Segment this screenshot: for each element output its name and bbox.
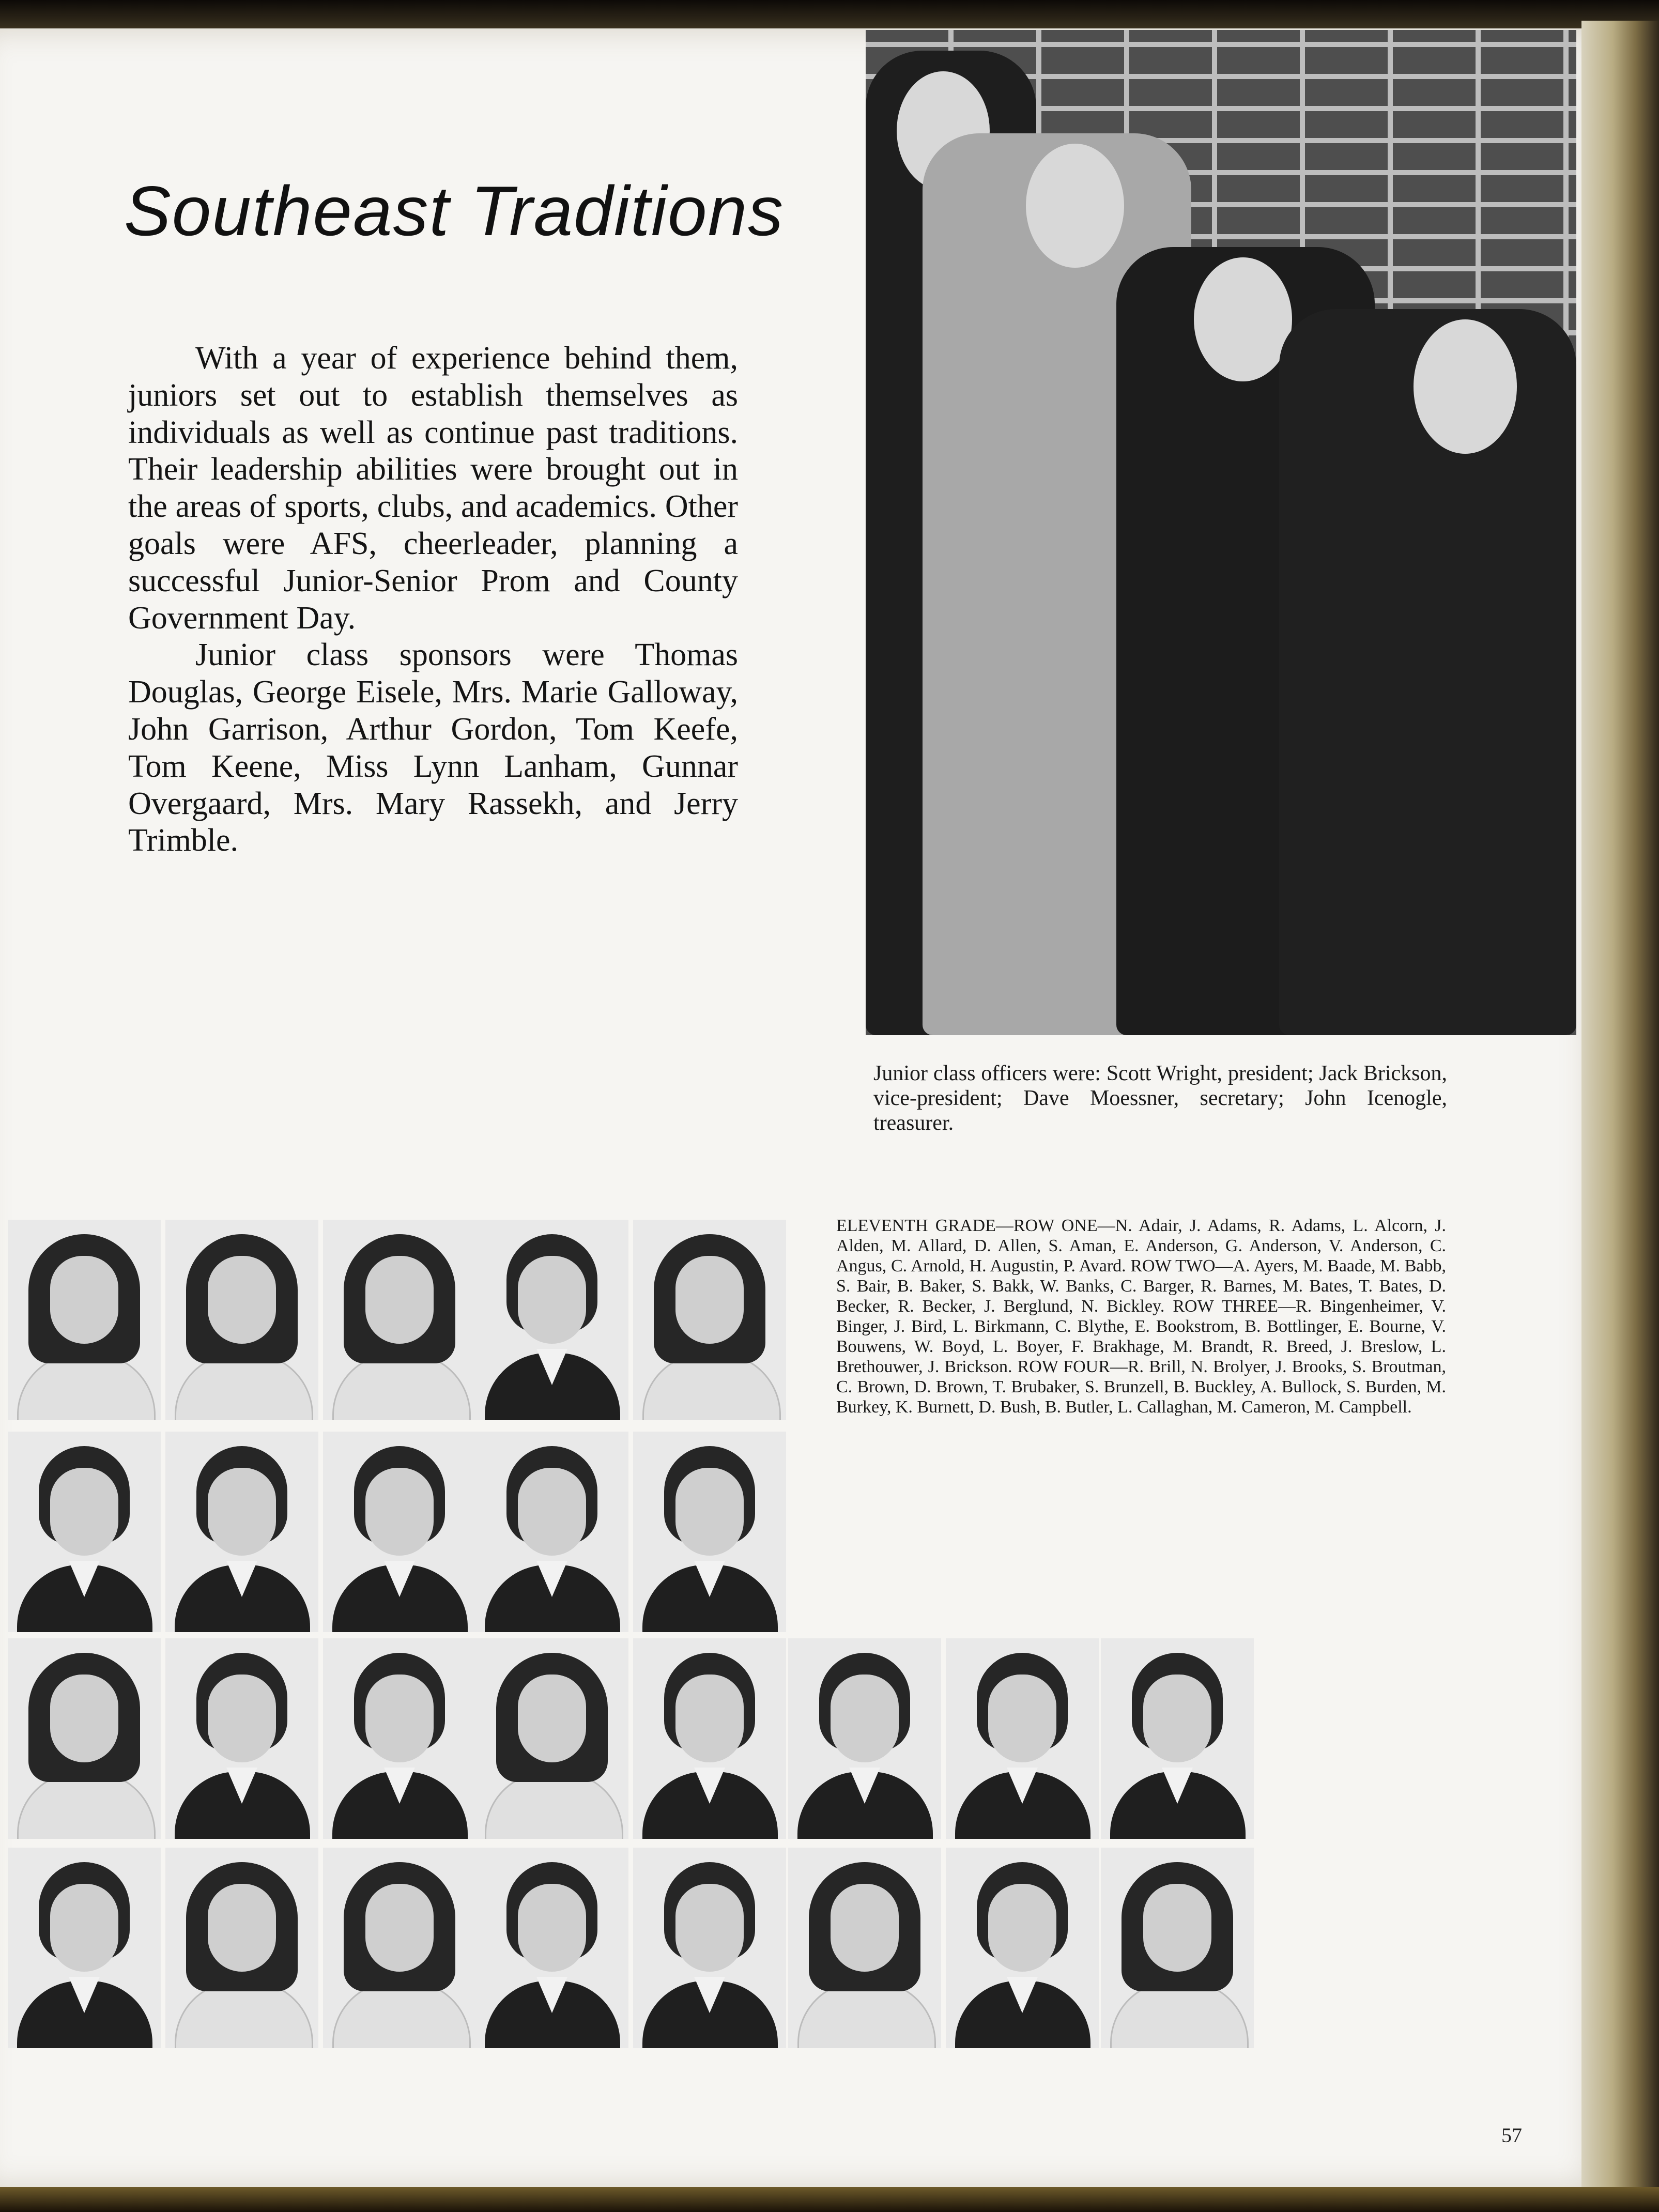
portrait-face — [518, 1884, 586, 1972]
bottom-binding — [0, 2187, 1659, 2212]
book-spine-edge — [1581, 21, 1659, 2191]
portrait-face — [675, 1468, 744, 1556]
student-portrait — [788, 1638, 941, 1839]
class-roster: ELEVENTH GRADE—ROW ONE—N. Adair, J. Adams, R. Adams, L. Alcorn, J. Alden, M. Allard, D. Allen, S. Aman, E. Anderson, G. Anderson, V. Anderson, C. Angus, C. Arnold, H. Augustin, P. Avard. ROW TWO—A. Ayers, M. Baade, M. Babb, S. Bair, B. Baker, S. Bakk, W. Banks, C. Barger, R. Barnes, M. Bates, T. Bates, D. Becker, R. Becker, J. Berglund, N. Bickley. ROW THREE—R. Bingenheimer, V. Binger, J. Bird, L. Birkmann, C. Blythe, E. Bookstrom, B. Bottlinger, E. Bourne, V. Bouwens, W. Boyd, L. Boyer, F. Brakhage, M. Brandt, R. Breed, J. Breslow, L. Brethouwer, J. Brickson. ROW FOUR—R. Brill, N. Brolyer, J. Brooks, S. Broutman, C. Brown, D. Brown, T. Brubaker, S. Brunzell, B. Buckley, A. Bullock, S. Burden, M. Burkey, K. Burnett, D. Bush, B. Butler, L. Callaghan, M. Cameron, M. Campbell. — [836, 1216, 1446, 1417]
student-portrait — [8, 1432, 161, 1632]
student-portrait — [946, 1638, 1099, 1839]
student-portrait — [475, 1848, 628, 2048]
portrait-face — [675, 1256, 744, 1344]
student-portrait — [165, 1638, 318, 1839]
portrait-face — [365, 1256, 434, 1344]
intro-paragraph-2: Junior class sponsors were Thomas Douglas, George Eisele, Mrs. Marie Galloway, John Garrison, Arthur Gordon, Tom Keefe, Tom Keene, Miss Lynn Lanham, Gunnar Overgaard, Mrs. Mary Rassekh, and Jerry Trimble. — [128, 637, 738, 858]
portrait-face — [1143, 1675, 1211, 1762]
student-portrait — [8, 1848, 161, 2048]
portrait-face — [518, 1675, 586, 1762]
portrait-face — [208, 1884, 276, 1972]
student-portrait — [323, 1220, 476, 1420]
student-portrait — [633, 1848, 786, 2048]
top-binding — [0, 0, 1659, 30]
page-number: 57 — [1501, 2124, 1522, 2147]
student-portrait — [946, 1848, 1099, 2048]
student-portrait — [1101, 1638, 1254, 1839]
officer-head — [1194, 257, 1292, 381]
portrait-face — [518, 1256, 586, 1344]
portrait-face — [365, 1468, 434, 1556]
portrait-face — [50, 1468, 118, 1556]
student-portrait — [165, 1848, 318, 2048]
student-portrait — [475, 1220, 628, 1420]
portrait-face — [988, 1675, 1056, 1762]
student-portrait — [165, 1220, 318, 1420]
portrait-face — [208, 1256, 276, 1344]
portrait-face — [675, 1884, 744, 1972]
portrait-face — [365, 1675, 434, 1762]
student-portrait — [633, 1638, 786, 1839]
portrait-face — [208, 1468, 276, 1556]
portrait-face — [831, 1884, 899, 1972]
student-portrait — [8, 1638, 161, 1839]
portrait-face — [365, 1884, 434, 1972]
student-portrait — [633, 1220, 786, 1420]
officer-head — [1026, 144, 1124, 268]
intro-paragraph-1: With a year of experience behind them, juniors set out to establish themselves as individuals as well as continue past traditions. Their leadership abilities were brought out in the areas of sports, clubs, and academics. Other goals were AFS, cheerleader, planning a successful Junior-Senior Prom and County Government Day. — [128, 341, 738, 636]
portrait-face — [208, 1675, 276, 1762]
student-portrait — [475, 1638, 628, 1839]
portrait-face — [675, 1675, 744, 1762]
portrait-face — [1143, 1884, 1211, 1972]
student-portrait — [475, 1432, 628, 1632]
student-portrait — [323, 1848, 476, 2048]
student-portrait — [8, 1220, 161, 1420]
portrait-face — [50, 1675, 118, 1762]
student-portrait — [1101, 1848, 1254, 2048]
portrait-face — [988, 1884, 1056, 1972]
student-portrait — [323, 1432, 476, 1632]
portrait-face — [50, 1884, 118, 1972]
officers-caption: Junior class officers were: Scott Wright, president; Jack Brickson, vice-president; Dave Moessner, secretary; John Icenogle, treasurer. — [873, 1062, 1447, 1135]
student-portrait — [633, 1432, 786, 1632]
portrait-face — [50, 1256, 118, 1344]
officer-figure — [1279, 309, 1576, 1035]
portrait-face — [831, 1675, 899, 1762]
student-portrait — [323, 1638, 476, 1839]
portrait-face — [518, 1468, 586, 1556]
page-title: Southeast Traditions — [124, 172, 785, 250]
officers-photo — [866, 30, 1576, 1035]
student-portrait — [165, 1432, 318, 1632]
intro-text — [128, 340, 738, 859]
officer-head — [1414, 319, 1517, 454]
student-portrait — [788, 1848, 941, 2048]
